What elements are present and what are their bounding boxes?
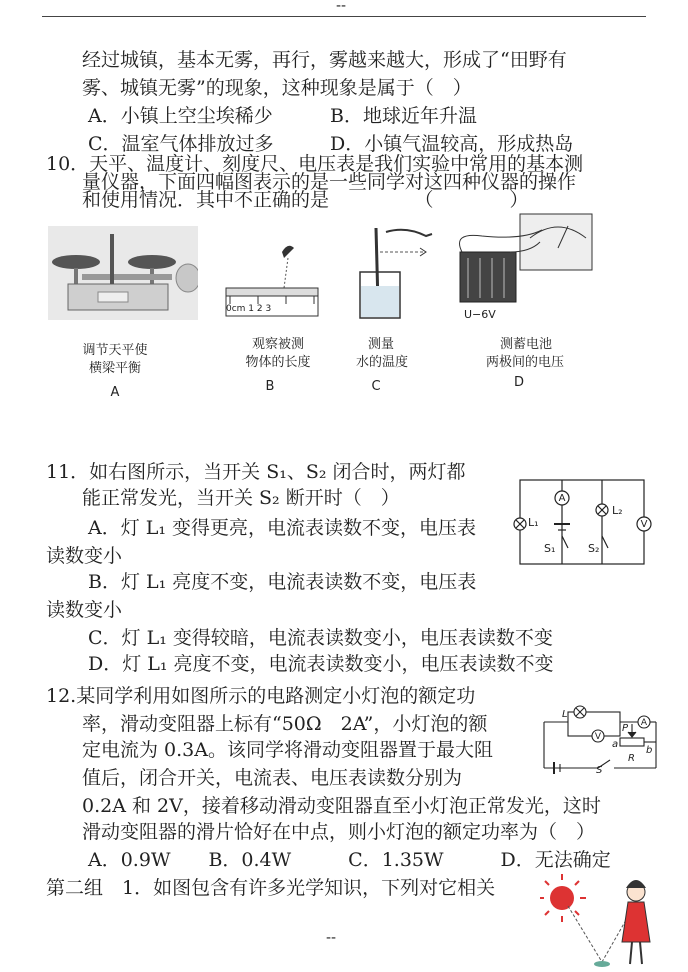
q12-options: A．0.9W B．0.4W C．1.35W D．无法确定 [88,849,611,871]
q12-line5: 0.2A 和 2V，接着移动滑动变阻器直至小灯泡正常发光，这时 [82,795,601,817]
group2-line1: 第二组 1．如图包含有许多光学知识，下列对它相关 [46,877,496,899]
figure-a-letter: A [110,385,120,400]
q12-line6: 滑动变阻器的滑片恰好在中点，则小灯泡的额定功率为（ ） [82,821,596,843]
q12-switch-label: S [596,765,603,776]
q12-line1: 12.某同学利用如图所示的电路测定小灯泡的额定功 [46,685,476,707]
figure-a-balance [48,226,198,320]
q10-line1: 10．天平、温度计、刻度尺、电压表是我们实验中常用的基本测 [46,153,584,175]
header-mark: -- [336,0,347,14]
q11-option-b-line2: 读数变小 [46,599,123,621]
figure-a-caption-2: 横梁平衡 [88,361,141,376]
q10-line3: 和使用情况．其中不正确的是 （ ） [82,189,529,211]
q9-line1: 经过城镇，基本无雾，再行，雾越来越大，形成了“田野有 [82,49,567,71]
q11-lamp2-label: L₂ [612,504,623,517]
figure-c-caption-2: 水的温度 [355,355,408,370]
q12-voltmeter-label: V [594,732,602,742]
q11-line2: 能正常发光，当开关 S₂ 断开时（ ） [82,487,400,509]
optics-girl-illustration [540,866,660,970]
figure-c-caption-1: 测量 [367,337,394,352]
figure-c-letter: C [371,379,381,394]
figure-c-thermometer [352,224,442,324]
q11-ammeter-label: A [558,493,566,504]
q11-line1: 11．如右图所示，当开关 S₁、S₂ 闭合时，两灯都 [46,461,466,483]
figure-b-caption-1: 观察被测 [251,337,304,352]
q12-rheostat-label: R [628,753,635,764]
q12-line4: 值后，闭合开关，电流表、电压表读数分别为 [82,767,463,789]
figure-d-caption-1: 测蓄电池 [499,337,552,352]
q9-option-d: D．小镇气温较高，形成热岛 [330,133,574,155]
header-rule [42,16,646,17]
q12-slider-label: P [622,723,629,734]
q9-option-b: B．地球近年升温 [330,105,477,127]
q9-option-a: A．小镇上空尘埃稀少 [88,105,273,127]
q11-lamp1-label: L₁ [528,516,539,529]
figure-a-caption-1: 调节天平使 [82,343,148,358]
figure-b-letter: B [265,379,275,394]
q12-line3: 定电流为 0.3A。该同学将滑动变阻器置于最大阻 [82,739,493,761]
q12-end-a-label: a [612,739,619,750]
figure-b-caption-2: 物体的长度 [245,355,311,370]
q9-option-c: C．温室气体排放过多 [88,133,274,155]
q11-option-c: C．灯 L₁ 变得较暗，电流表读数变小，电压表读数不变 [88,627,553,649]
q12-ammeter-label: A [640,718,648,728]
q11-switch1-label: S₁ [544,542,556,555]
q9-line2: 雾、城镇无雾”的现象，这种现象是属于（ ） [82,77,472,99]
figure-d-voltmeter [450,208,600,312]
q11-option-b-line1: B．灯 L₁ 亮度不变，电流表读数不变，电压表 [88,571,477,593]
figure-b-ruler-labels: 0cm 1 2 3 [226,304,272,314]
figure-d-battery-label: U−6V [464,308,496,321]
figure-d-letter: D [513,375,524,390]
q10-line2: 量仪器，下面四幅图表示的是一些同学对这四种仪器的操作 [82,171,577,193]
figure-d-caption-2: 两极间的电压 [485,355,564,370]
q12-end-b-label: b [646,745,653,756]
q11-switch2-label: S₂ [588,542,600,555]
q12-line2: 率，滑动变阻器上标有“50Ω 2A”，小灯泡的额 [82,713,488,735]
q11-option-d: D．灯 L₁ 亮度不变，电流表读数变小，电压表读数不变 [88,653,554,675]
q11-voltmeter-label: V [640,519,648,530]
footer-mark: -- [326,930,337,946]
q11-option-a-line2: 读数变小 [46,545,123,567]
q11-option-a-line1: A．灯 L₁ 变得更亮，电流表读数不变，电压表 [88,517,477,539]
q12-lamp-label: L [562,709,568,720]
